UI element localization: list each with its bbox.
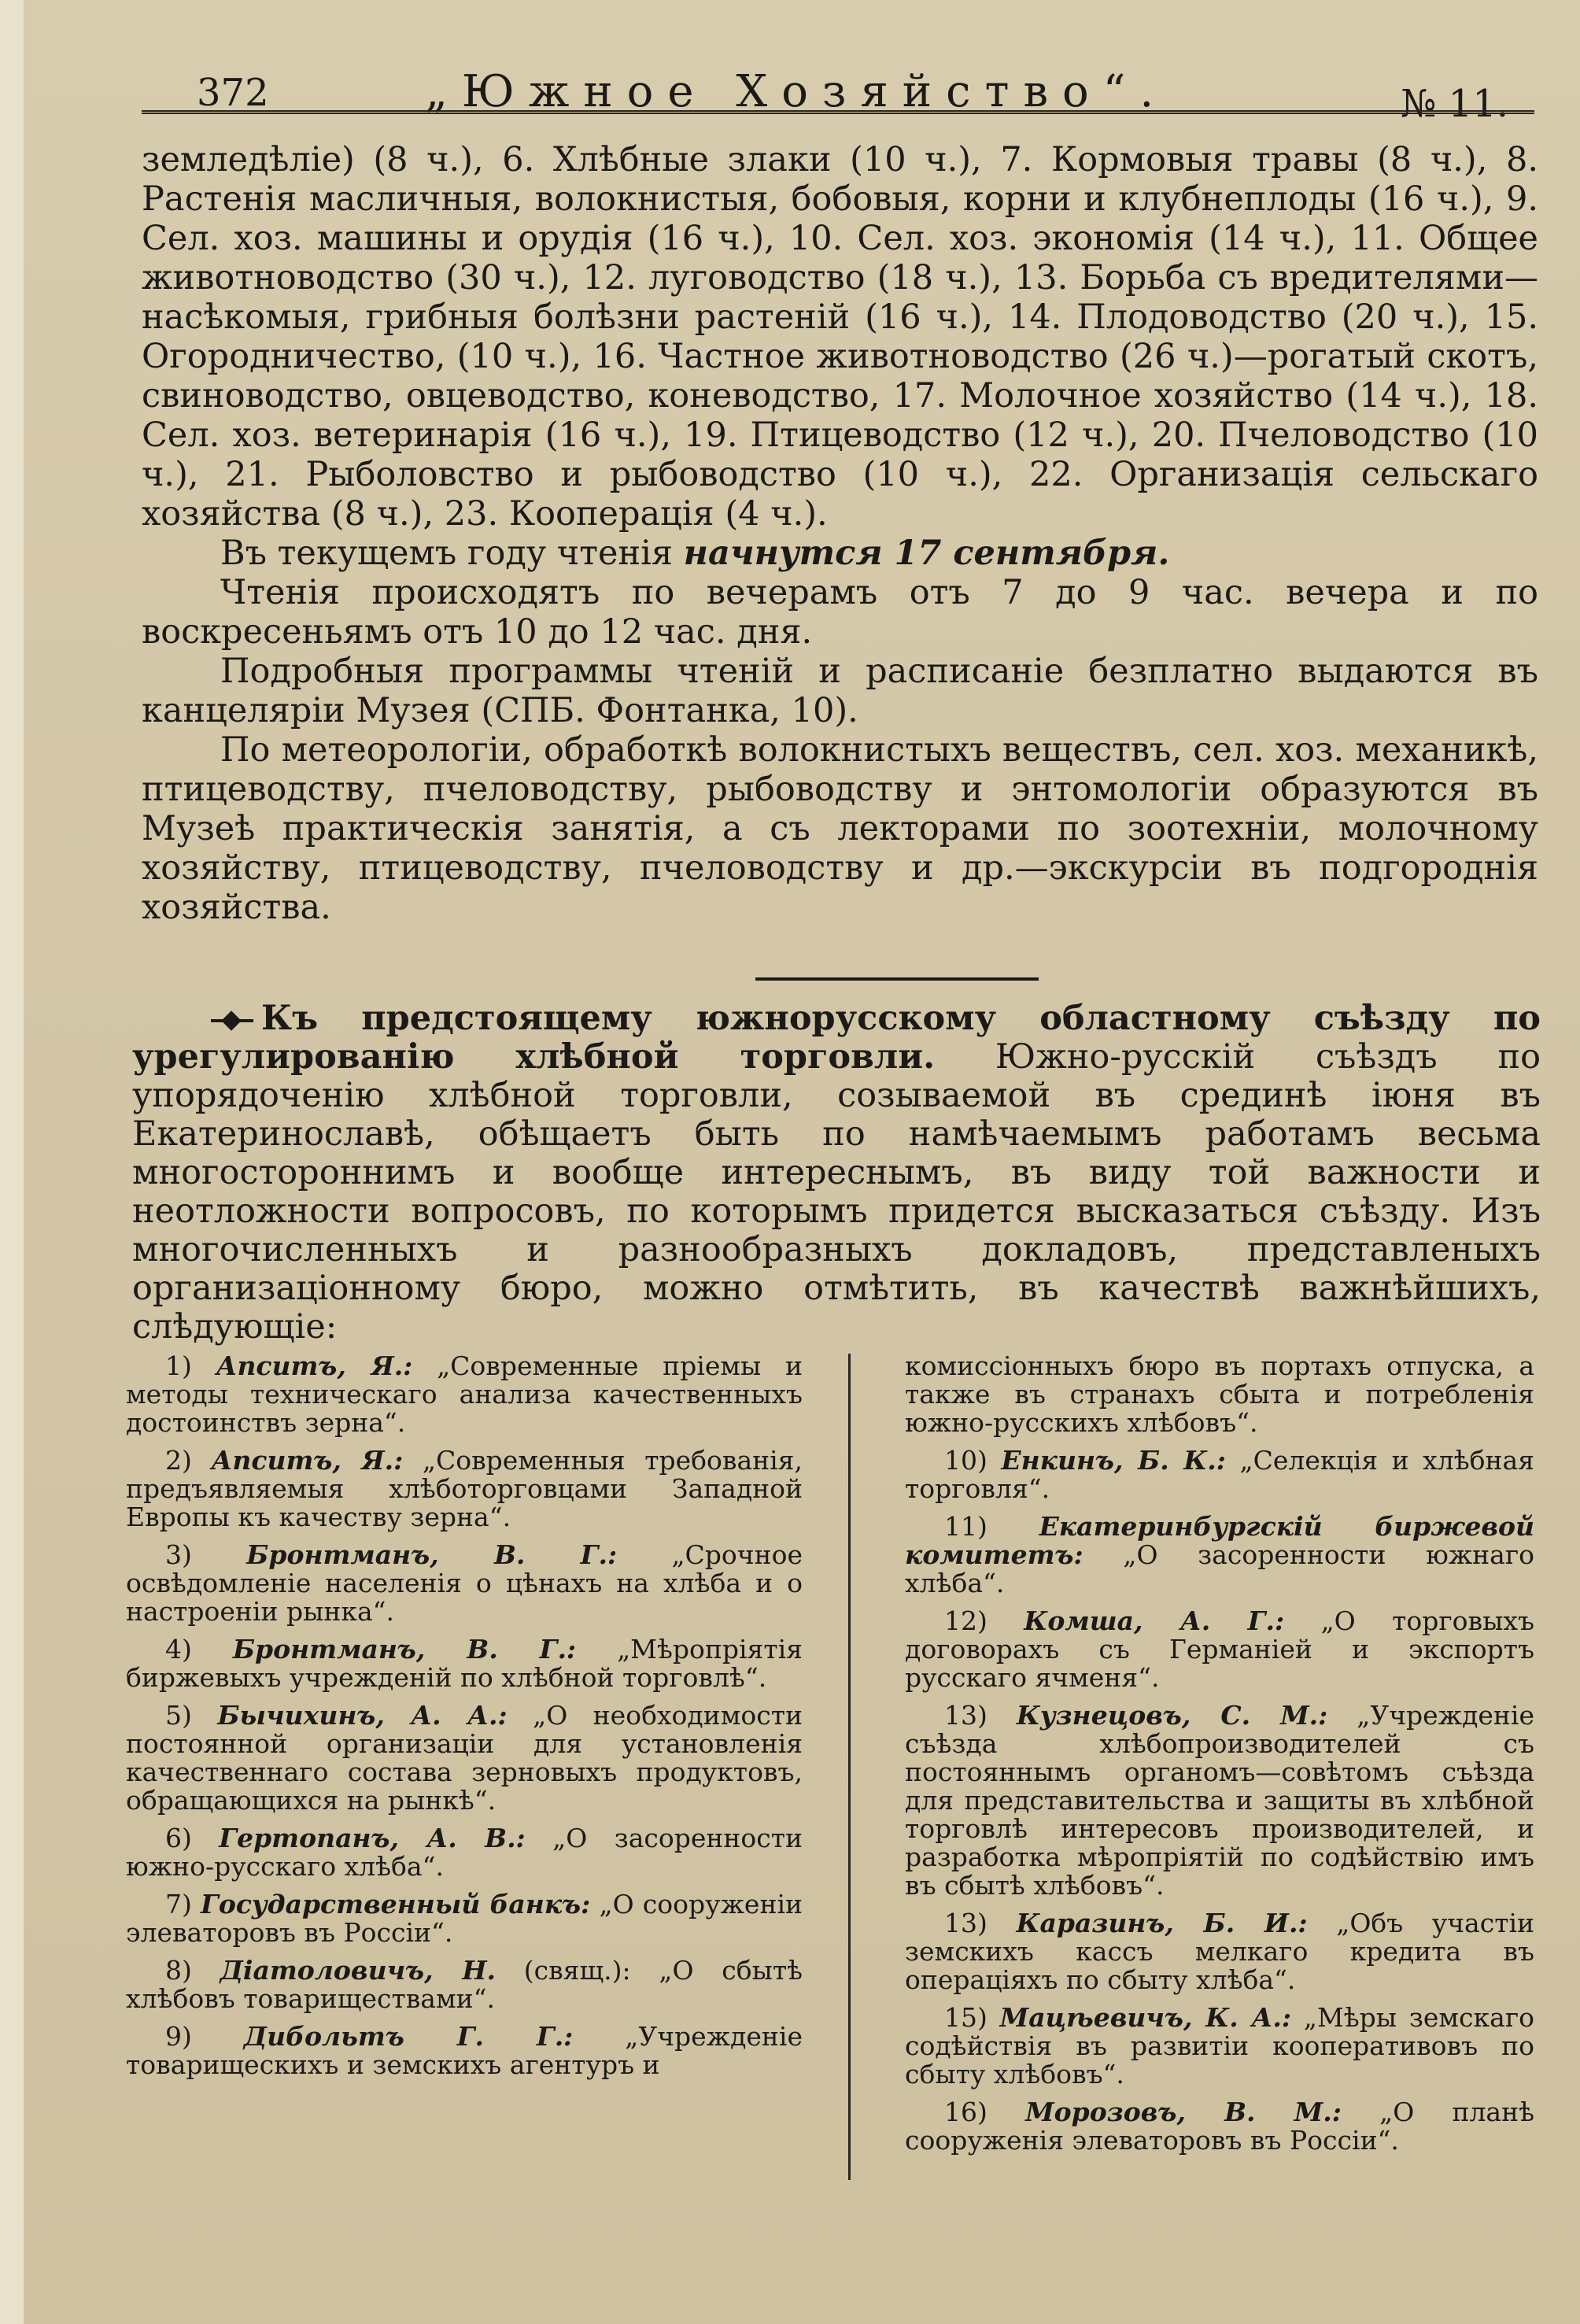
report-number: 3) (165, 1539, 192, 1570)
report-item (126, 1352, 803, 1437)
lecture-list: земледѣліе) (8 ч.), 6. Хлѣбные злаки (10 ч.), 7. Кормовыя травы (8 ч.), 8. Растенія масличныя, волокнистыя, бобовыя, корни и клубнеплоды (16 ч.), 9. Сел. хоз. машины и орудія (16 ч.), 10. Сел. хоз. экономія (14 ч.), 11. Общее животноводство (30 ч.), 12. луговодство (18 ч.), 13. Борьба съ вредителями—насѣкомыя, грибныя болѣзни растеній (16 ч.), 14. Плодоводство (20 ч.), 15. Огородничество, (10 ч.), 16. Частное животноводство (26 ч.)—рогатый скотъ, свиноводство, овцеводство, коневодство, 17. Молочное хозяйство (14 ч.), 18. Сел. хоз. ветеринарія (16 ч.), 19. Птицеводство (12 ч.), 20. Пчеловодство (10 ч.), 21. Рыболовство и рыбоводство (10 ч.), 22. Организація сельскаго хозяйства (8 ч.), 23. Кооперація (4 ч.). (142, 140, 1538, 534)
report-number: 10) (944, 1445, 988, 1476)
report-number: 1) (165, 1350, 192, 1381)
report-title: „О торговыхъ договорахъ съ Германіей и экспортъ русскаго ячменя“. (905, 1605, 1534, 1693)
report-title: „О сооруженіи элеваторовъ въ Россіи“. (126, 1889, 803, 1948)
report-item (126, 1956, 803, 2013)
report-item (905, 1446, 1534, 1503)
report-title: „О засоренности южнаго хлѣба“. (905, 1539, 1534, 1598)
start-date-paragraph (142, 534, 1538, 573)
report-item (126, 1635, 803, 1692)
report-title: „Учрежденіе товарищескихъ и земскихъ агентуръ и (126, 2021, 803, 2080)
report-author: Каразинъ, Б. И.: (1016, 1908, 1308, 1938)
report-title: „О засоренности южно-русскаго хлѣба“. (126, 1823, 803, 1882)
article-headline: Къ предстоящему южнорусскому областному съѣзду по урегулированію хлѣбной торговли. (132, 999, 1541, 1077)
report-title: „Мѣропріятія биржевыхъ учрежденій по хлѣбной торговлѣ“. (126, 1634, 803, 1693)
hours-paragraph: Чтенія происходятъ по вечерамъ отъ 7 до 9 час. вечера и по воскресеньямъ отъ 10 до 12 час. дня. (142, 573, 1538, 652)
article-lead (132, 999, 1541, 1347)
report-title: „Современныя требованія, предъявляемыя хлѣботорговцами Западной Европы къ качеству зерна“. (126, 1445, 803, 1532)
report-author: Екатеринбургскій биржевой комитетъ: (905, 1511, 1534, 1570)
report-number: 13) (944, 1700, 988, 1731)
report-author: Бронтманъ, В. Г.: (246, 1539, 618, 1570)
page-header (197, 63, 1534, 126)
report-item (126, 1446, 803, 1531)
report-author: Апситъ, Я.: (216, 1350, 413, 1381)
issue-number: № 11. (1401, 82, 1509, 126)
article-intro: Южно-русскій съѣздъ по упорядоченію хлѣбной торговли, созываемой въ срединѣ іюня въ Екатеринославѣ, обѣщаетъ быть по намѣчаемымъ работамъ весьма многостороннимъ и вообще интереснымъ, въ виду той важности и неотложности вопросовъ, по которымъ придется высказаться съѣзду. Изъ многочисленныхъ и разнообразныхъ докладовъ, представленыхъ организаціонному бюро, можно отмѣтить, въ качествѣ важнѣйшихъ, слѣдующіе: (132, 1037, 1541, 1347)
page-edge (0, 0, 24, 2324)
report-title: „О необходимости постоянной организаціи для установленія качественнаго состава зерновыхъ продуктовъ, обращающихся на рынкѣ“. (126, 1700, 803, 1816)
report-item (905, 1352, 1534, 1437)
page-number: 372 (197, 71, 269, 115)
report-title: (свящ.): „О сбытѣ хлѣбовъ товариществами“. (126, 1955, 803, 2014)
report-item (905, 2098, 1534, 2155)
report-number: 5) (165, 1700, 192, 1731)
report-author: Енкинъ, Б. К.: (1001, 1445, 1226, 1476)
journal-title: „Южное Хозяйство“. (425, 66, 1168, 117)
report-author: Кузнецовъ, С. М.: (1016, 1700, 1328, 1731)
report-author: Государственный банкъ: (201, 1889, 591, 1919)
report-title: „Объ участіи земскихъ кассъ мелкаго кредита въ операціяхъ по сбыту хлѣба“. (905, 1908, 1535, 1995)
column-rule (848, 1354, 851, 2180)
report-title: „Мѣры земскаго содѣйствія въ развитіи кооперативовъ по сбыту хлѣбовъ“. (905, 2002, 1534, 2089)
report-number: 9) (165, 2021, 192, 2052)
report-item (905, 2004, 1534, 2089)
report-number: 13) (944, 1908, 988, 1938)
report-item (905, 1607, 1534, 1692)
report-number: 12) (944, 1605, 988, 1636)
report-item (126, 1701, 803, 1815)
programs-paragraph: Подробныя программы чтеній и расписаніе безплатно выдаются въ канцеляріи Музея (СПБ. Фонтанка, 10). (142, 652, 1538, 730)
report-number: 11) (944, 1511, 988, 1542)
report-title: „Современные пріемы и методы техническаго анализа качественныхъ достоинствъ зерна“. (126, 1350, 803, 1438)
start-prefix: Въ текущемъ году чтенія (220, 534, 673, 573)
bullet-icon (211, 1014, 253, 1028)
report-author: Дибольтъ Г. Г.: (243, 2021, 574, 2052)
report-author: Мацѣевичъ, К. А.: (999, 2002, 1292, 2033)
report-title: „Срочное освѣдомленіе населенія о цѣнахъ на хлѣба и о настроеніи рынка“. (126, 1539, 803, 1627)
report-author: Морозовъ, В. М.: (1025, 2097, 1342, 2127)
start-date: начнутся 17 сентября. (683, 534, 1170, 573)
report-item (905, 1909, 1534, 1994)
report-item (126, 2023, 803, 2079)
report-item (905, 1701, 1534, 1900)
report-number: 15) (944, 2002, 988, 2033)
report-number: 4) (165, 1634, 192, 1664)
report-author: Комша, А. Г.: (1024, 1605, 1285, 1636)
report-author: Бронтманъ, В. Г.: (232, 1634, 577, 1664)
report-number: 7) (165, 1889, 192, 1919)
report-number: 16) (944, 2097, 988, 2127)
report-title: „О планѣ сооруженія элеваторовъ въ Россіи“. (905, 2097, 1534, 2156)
reports-left-column (126, 1352, 803, 2089)
report-item (126, 1541, 803, 1626)
report-title: „Селекція и хлѣбная торговля“. (905, 1445, 1534, 1504)
report-number: 8) (165, 1955, 192, 1986)
practical-paragraph: По метеорологіи, обработкѣ волокнистыхъ веществъ, сел. хоз. механикѣ, птицеводству, пчеловодству, рыбоводству и энтомологіи образуются въ Музеѣ практическія занятія, а съ лекторами по зоотехніи, молочному хозяйству, птицеводству, пчеловодству и др.—экскурсіи въ подгороднія хозяйства. (142, 730, 1538, 927)
article (132, 999, 1541, 1347)
report-author: Гертопанъ, А. В.: (219, 1823, 526, 1853)
report-author: Бычихинъ, А. А.: (217, 1700, 508, 1731)
report-item (126, 1890, 803, 1947)
section-divider (755, 977, 1039, 981)
report-author: Апситъ, Я.: (211, 1445, 404, 1476)
report-number: 2) (165, 1445, 192, 1476)
report-title: „Учрежденіе съѣзда хлѣбопроизводителей съ постояннымъ органомъ—совѣтомъ съѣзда для представительства и защиты въ хлѣбной торговлѣ интересовъ производителей, и разработка мѣропріятій по содѣйствію имъ въ сбытѣ хлѣбовъ“. (905, 1700, 1534, 1901)
report-item (126, 1824, 803, 1881)
report-item (905, 1513, 1534, 1598)
lecture-section (142, 140, 1538, 927)
report-number: 6) (165, 1823, 192, 1853)
header-rule (142, 110, 1534, 114)
report-title: комиссіонныхъ бюро въ портахъ отпуска, а также въ странахъ сбыта и потребленія южно-русскихъ хлѣбовъ“. (905, 1350, 1534, 1438)
reports-right-column (905, 1352, 1534, 2164)
report-author: Діатоловичъ, Н. (220, 1955, 497, 1986)
